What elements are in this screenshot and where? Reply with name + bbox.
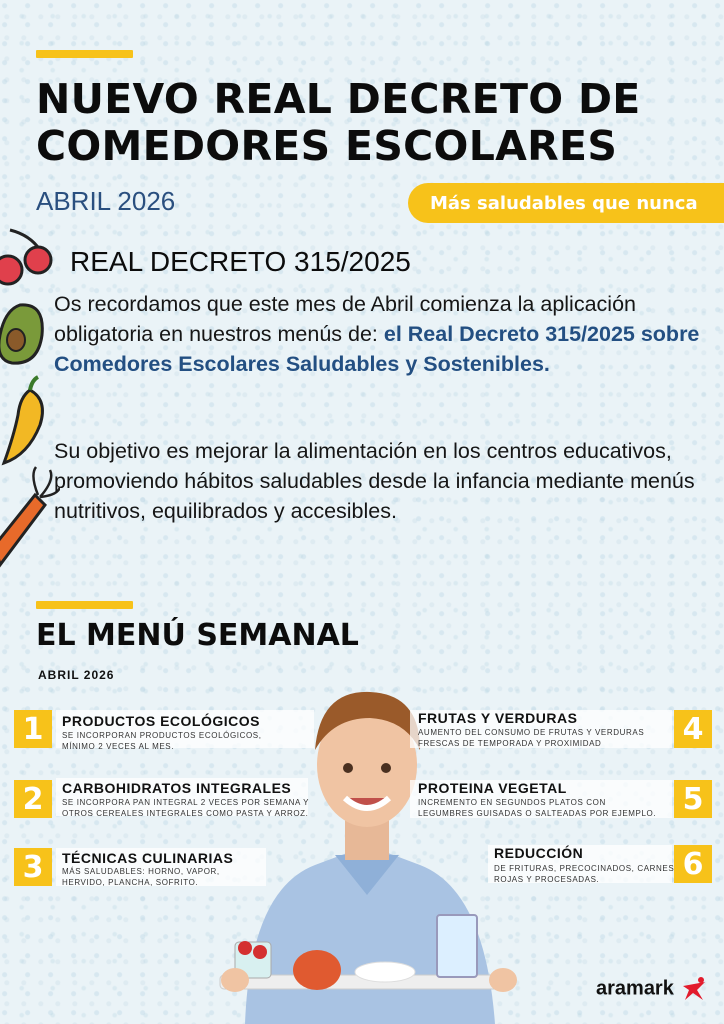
menu-item-2-desc-line1: SE INCORPORA PAN INTEGRAL 2 VECES POR SEMANA Y: [62, 798, 310, 807]
pepper-icon: [4, 377, 42, 463]
decree-objective-paragraph: Su objetivo es mejorar la alimentación en los centros educativos, promoviendo hábitos saludables desde la infancia mediante menús nutritivos, equilibrados y accesibles.: [54, 439, 695, 523]
vegetables-illustration: [0, 225, 60, 585]
menu-item-1-desc-line2: MÍNIMO 2 VECES AL MES.: [62, 742, 175, 751]
menu-accent-bar: [36, 601, 133, 609]
menu-item-2-title: CARBOHIDRATOS INTEGRALES: [62, 780, 292, 796]
menu-item-1-desc: [62, 730, 262, 752]
menu-date: ABRIL 2026: [38, 668, 115, 682]
menu-item-2-desc: [62, 797, 309, 819]
menu-item-6-desc-line2: ROJAS Y PROCESADAS.: [494, 875, 600, 884]
menu-item-4-number: 4: [674, 710, 712, 748]
menu-item-5-desc-line1: INCREMENTO EN SEGUNDOS PLATOS CON: [418, 798, 606, 807]
tagline-text: Más saludables que nunca: [430, 192, 698, 214]
page-title: [36, 76, 696, 170]
menu-section-title: EL MENÚ SEMANAL: [36, 618, 359, 653]
decree-intro-paragraph: [54, 289, 704, 379]
header-accent-bar: [36, 50, 133, 58]
menu-item-5-number: 5: [674, 780, 712, 818]
menu-item-3-number: 3: [14, 848, 52, 886]
page-title-line2: COMEDORES ESCOLARES: [36, 122, 618, 170]
menu-item-4-desc: [418, 727, 644, 749]
menu-item-4-title: FRUTAS Y VERDURAS: [418, 710, 578, 726]
tagline-badge: [408, 183, 724, 223]
menu-item-5-desc: [418, 797, 656, 819]
decree-highlight-text: el Real Decreto 315/2025 sobre Comedores Escolares Saludables y Sostenibles.: [54, 322, 700, 376]
menu-item-6-number: 6: [674, 845, 712, 883]
decree-intro-text: Os recordamos que este mes de Abril comienza la aplicación obligatoria en nuestros menús de:: [54, 292, 636, 346]
menu-item-3-desc-line2: HERVIDO, PLANCHA, SOFRITO.: [62, 878, 199, 887]
menu-item-3-desc-line1: MÁS SALUDABLES: HORNO, VAPOR,: [62, 867, 220, 876]
menu-item-1-number: 1: [14, 710, 52, 748]
avocado-icon: [0, 305, 42, 363]
page-title-line1: NUEVO REAL DECRETO DE: [36, 75, 641, 123]
issue-date: ABRIL 2026: [36, 186, 176, 216]
menu-item-2-number: 2: [14, 780, 52, 818]
menu-item-1-desc-line1: SE INCORPORAN PRODUCTOS ECOLÓGICOS,: [62, 731, 262, 740]
menu-item-4-desc-line1: AUMENTO DEL CONSUMO DE FRUTAS Y VERDURAS: [418, 728, 645, 737]
menu-item-6-desc-line1: DE FRITURAS, PRECOCINADOS, CARNES: [494, 864, 675, 873]
menu-item-1-title: PRODUCTOS ECOLÓGICOS: [62, 713, 260, 729]
decree-title: REAL DECRETO 315/2025: [70, 246, 411, 277]
menu-item-3-title: TÉCNICAS CULINARIAS: [62, 850, 234, 866]
menu-item-2-desc-line2: OTROS CEREALES INTEGRALES COMO PASTA Y ARROZ.: [62, 809, 309, 818]
menu-item-4-desc-line2: FRESCAS DE TEMPORADA Y PROXIMIDAD: [418, 739, 602, 748]
aramark-logo-text: aramark: [596, 977, 674, 1000]
menu-item-6-title: REDUCCIÓN: [494, 845, 584, 861]
aramark-logo: [596, 976, 709, 1002]
menu-item-5-title: PROTEINA VEGETAL: [418, 780, 567, 796]
menu-item-3-desc: [62, 866, 220, 888]
menu-item-5-desc-line2: LEGUMBRES GUISADAS O SALTEADAS POR EJEMPLO.: [418, 809, 657, 818]
cherries-icon: [0, 230, 51, 284]
carrot-icon: [0, 467, 60, 565]
star-person-icon: [679, 976, 709, 1002]
menu-item-6-desc: [494, 863, 674, 885]
